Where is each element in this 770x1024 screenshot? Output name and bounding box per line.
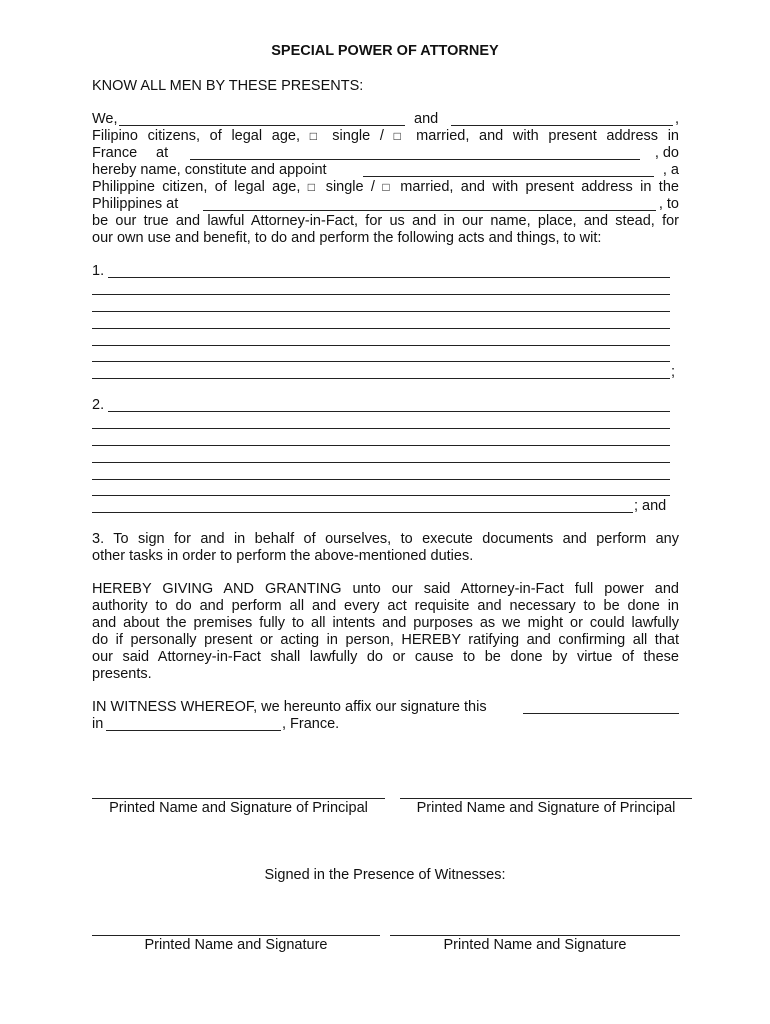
item1-end: ;: [671, 364, 676, 380]
witness1-signature-line[interactable]: [92, 935, 380, 936]
item1-number: 1.: [92, 263, 105, 279]
principal2-label: Printed Name and Signature of Principal: [416, 800, 676, 816]
para1-line5: Philippine citizen, of legal age, □ single / □ married, and with present address in the: [92, 179, 679, 195]
item2-line[interactable]: [108, 411, 670, 412]
para1-line8: our own use and benefit, to do and perform the following acts and things, to wit:: [92, 230, 602, 246]
item2-line[interactable]: [92, 512, 633, 513]
para1-line1: We, and ,: [92, 111, 680, 127]
item1-line[interactable]: [92, 361, 670, 362]
item1-line[interactable]: [108, 277, 670, 278]
principal2-signature-line[interactable]: [400, 798, 692, 799]
para1-line3: France at , do: [92, 145, 679, 161]
france-address-blank[interactable]: [190, 159, 640, 160]
witness1-label: Printed Name and Signature: [144, 937, 328, 953]
witness2-label: Printed Name and Signature: [443, 937, 627, 953]
item2-end: ; and: [634, 498, 667, 514]
hereby-paragraph: HEREBY GIVING AND GRANTING unto our said Attorney-in-Fact full power and authority to do and perform all and every act requisite and necessary to be done in and about the premises fully to all intents and purposes as we might or could lawfully do if personally present or acting in person, HEREBY ratifying and confirming all that our said Attorney-in-Fact shall lawfully do or cause to be done by virtue of these presents.: [92, 581, 679, 682]
para1-line4: hereby name, constitute and appoint , a: [92, 162, 679, 178]
item1-line[interactable]: [92, 294, 670, 295]
para1-line6: Philippines at , to: [92, 196, 679, 212]
item1-line[interactable]: [92, 345, 670, 346]
para1-line2: Filipino citizens, of legal age, □ single / □ married, and with present address in: [92, 128, 679, 144]
name-blank-2[interactable]: [451, 125, 673, 126]
witness2-signature-line[interactable]: [390, 935, 680, 936]
item2-line[interactable]: [92, 462, 670, 463]
item1-line[interactable]: [92, 328, 670, 329]
checkbox-married-1[interactable]: □: [393, 129, 407, 143]
item2-line[interactable]: [92, 479, 670, 480]
para1-line7: be our true and lawful Attorney-in-Fact, for us and in our name, place, and stead, for: [92, 213, 679, 229]
attorney-name-blank[interactable]: [363, 176, 654, 177]
principal1-signature-line[interactable]: [92, 798, 385, 799]
item2-line[interactable]: [92, 428, 670, 429]
item1-line[interactable]: [92, 311, 670, 312]
document-title: SPECIAL POWER OF ATTORNEY: [271, 43, 499, 59]
philippines-address-blank[interactable]: [203, 210, 656, 211]
place-blank[interactable]: [106, 730, 281, 731]
presence-heading: Signed in the Presence of Witnesses:: [264, 867, 506, 883]
date-blank[interactable]: [523, 713, 679, 714]
item1-line[interactable]: [92, 378, 670, 379]
item2-line[interactable]: [92, 445, 670, 446]
item2-number: 2.: [92, 397, 105, 413]
intro-text: KNOW ALL MEN BY THESE PRESENTS:: [92, 78, 364, 94]
item2-line[interactable]: [92, 495, 670, 496]
checkbox-married-2[interactable]: □: [382, 180, 393, 194]
checkbox-single-2[interactable]: □: [307, 180, 319, 194]
name-blank-1[interactable]: [119, 125, 405, 126]
checkbox-single-1[interactable]: □: [309, 129, 323, 143]
principal1-label: Printed Name and Signature of Principal: [109, 800, 368, 816]
item3-paragraph: 3. To sign for and in behalf of ourselves, to execute documents and perform any other tasks in order to perform the above-mentioned duties.: [92, 531, 679, 564]
